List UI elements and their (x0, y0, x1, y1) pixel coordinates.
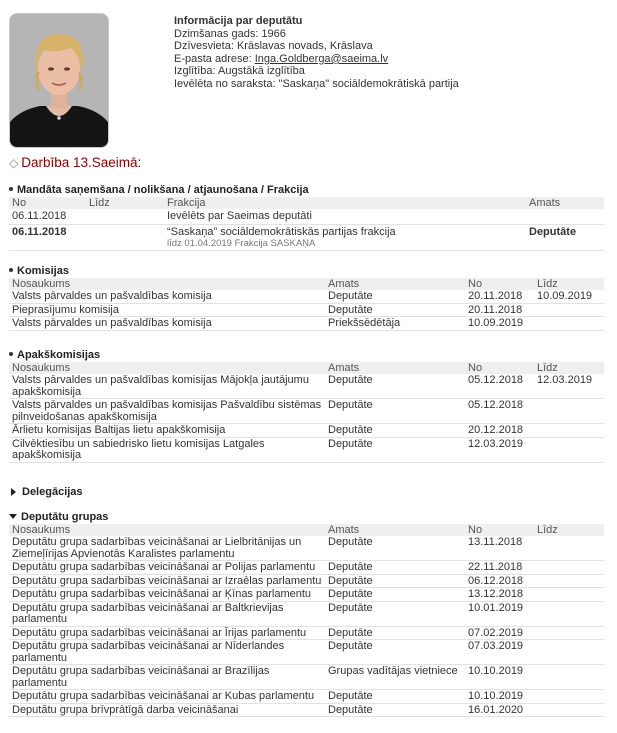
table-row (9, 574, 604, 588)
cell-role: Deputāte (325, 601, 465, 626)
activity-heading (9, 155, 141, 170)
cell-role: Deputāte (325, 574, 465, 588)
faction-note: līdz 01.04.2019 Frakcija SASKAŅA (167, 238, 316, 249)
table-header-row (9, 197, 604, 209)
faction-name: “Saskaņa” sociāldemokrātiskās partijas frakcija (167, 225, 396, 238)
cell-faction (164, 224, 526, 250)
cell-name: Deputātu grupa sadarbības veicināšanai ar Lielbritānijas un Ziemeļīrijas Apvienotās Karalistes parlamentu (9, 536, 325, 561)
cell-from: 16.01.2020 (465, 703, 534, 717)
cell-name: Valsts pārvaldes un pašvaldības komisija (9, 290, 325, 303)
table-row (9, 437, 604, 462)
cell-to (534, 626, 604, 640)
cell-role: Deputāte (325, 399, 465, 424)
cell-from: 10.10.2019 (465, 690, 534, 704)
commissions-section (9, 265, 604, 331)
table-row (9, 290, 604, 303)
table-row (9, 374, 604, 399)
column-header: Nosaukums (9, 362, 325, 374)
table-header-row (9, 524, 604, 536)
commissions-section-title (9, 265, 604, 278)
delegations-section[interactable] (9, 486, 604, 499)
cell-name: Cilvēktiesību un sabiedrisko lietu komisijas Latgales apakškomisija (9, 437, 325, 462)
cell-to (534, 665, 604, 690)
cell-name: Deputātu grupa brīvprātīgā darba veicināšanai (9, 703, 325, 717)
diamond-icon: ◇ (9, 156, 19, 170)
bullet-icon (9, 187, 13, 191)
email-link[interactable]: Inga.Goldberga@saeima.lv (254, 52, 389, 65)
bullet-icon (9, 268, 13, 272)
cell-to (86, 209, 164, 224)
table-row (9, 399, 604, 424)
cell-name: Deputātu grupa sadarbības veicināšanai ar Polijas parlamentu (9, 561, 325, 575)
cell-to (534, 588, 604, 602)
cell-to: 10.09.2019 (534, 290, 604, 303)
table-row (9, 703, 604, 717)
info-title: Informācija par deputātu (174, 15, 303, 27)
delegations-toggle[interactable] (9, 486, 604, 499)
birth-year: Dzimšanas gads: 1966 (174, 27, 286, 40)
table-row (9, 224, 604, 250)
cell-from: 05.12.2018 (465, 399, 534, 424)
cell-from: 10.10.2019 (465, 665, 534, 690)
table-row (9, 690, 604, 704)
subcommissions-table (9, 362, 604, 463)
cell-to (534, 399, 604, 424)
commissions-table (9, 278, 604, 331)
portrait-image (10, 14, 108, 147)
cell-to: 12.03.2019 (534, 374, 604, 399)
table-row (9, 303, 604, 317)
table-row (9, 588, 604, 602)
table-header-row (9, 278, 604, 290)
cell-to (534, 561, 604, 575)
cell-from: 07.03.2019 (465, 640, 534, 665)
cell-to (86, 224, 164, 250)
delegations-title-text: Delegācijas (22, 486, 83, 498)
table-header-row (9, 362, 604, 374)
groups-title-text: Deputātu grupas (21, 511, 109, 523)
table-row (9, 424, 604, 438)
subcommissions-title-text: Apakškomisijas (17, 349, 101, 361)
cell-from: 07.02.2019 (465, 626, 534, 640)
cell-role: Deputāte (325, 424, 465, 438)
table-row (9, 626, 604, 640)
column-header: Līdz (534, 362, 604, 374)
cell-name: Deputātu grupa sadarbības veicināšanai ar Baltkrievijas parlamentu (9, 601, 325, 626)
cell-name: Deputātu grupa sadarbības veicināšanai ar Nīderlandes parlamentu (9, 640, 325, 665)
cell-faction: Ievēlēts par Saeimas deputāti (164, 209, 526, 224)
email-label: E-pasta adrese: (174, 52, 255, 65)
cell-name: Valsts pārvaldes un pašvaldības komisijas Mājokļa jautājumu apakškomisija (9, 374, 325, 399)
column-header: Amats (325, 524, 465, 536)
cell-from: 06.11.2018 (9, 209, 86, 224)
cell-role: Deputāte (325, 536, 465, 561)
cell-from: 20.12.2018 (465, 424, 534, 438)
email-row (174, 53, 459, 66)
cell-role: Deputāte (325, 588, 465, 602)
cell-to (534, 601, 604, 626)
cell-to (534, 317, 604, 331)
cell-to (534, 640, 604, 665)
column-header: Amats (325, 278, 465, 290)
cell-from: 10.01.2019 (465, 601, 534, 626)
table-row (9, 536, 604, 561)
column-header: Līdz (534, 524, 604, 536)
cell-to (534, 574, 604, 588)
groups-toggle[interactable] (9, 511, 604, 524)
table-row (9, 209, 604, 224)
table-row (9, 601, 604, 626)
column-header: Amats (325, 362, 465, 374)
activity-title: Darbība 13.Saeimā: (21, 155, 142, 170)
cell-to (534, 536, 604, 561)
cell-to (534, 690, 604, 704)
cell-from: 20.11.2018 (465, 303, 534, 317)
mandate-table (9, 197, 604, 251)
groups-table (9, 524, 604, 717)
table-row (9, 561, 604, 575)
table-row (9, 640, 604, 665)
mandate-section-title (9, 184, 604, 197)
cell-role: Deputāte (325, 437, 465, 462)
cell-from: 06.11.2018 (9, 224, 86, 250)
column-header: No (465, 362, 534, 374)
column-header: Nosaukums (9, 524, 325, 536)
elected-list: Ievēlēta no saraksta: "Saskaņa" sociāldemokrātiskā partija (174, 77, 459, 90)
deputy-photo (9, 13, 109, 148)
deputy-info (174, 15, 459, 91)
cell-from: 22.11.2018 (465, 561, 534, 575)
cell-name: Ārlietu komisijas Baltijas lietu apakškomisija (9, 424, 325, 438)
cell-to (534, 437, 604, 462)
cell-role: Deputāte (526, 224, 604, 250)
subcommissions-section (9, 349, 604, 463)
mandate-title-text: Mandāta saņemšana / nolikšana / atjaunošana / Frakcija (17, 184, 309, 196)
cell-role: Deputāte (325, 703, 465, 717)
column-header: Līdz (86, 197, 164, 209)
cell-from: 20.11.2018 (465, 290, 534, 303)
cell-role: Deputāte (325, 303, 465, 317)
cell-role: Grupas vadītājas vietniece (325, 665, 465, 690)
residence: Dzīvesvieta: Krāslavas novads, Krāslava (174, 40, 373, 53)
cell-to (534, 303, 604, 317)
expand-arrow-icon (11, 488, 16, 496)
cell-from: 10.09.2019 (465, 317, 534, 331)
cell-name: Valsts pārvaldes un pašvaldības komisijas Pašvaldību sistēmas pilnveidošanas apakškomisija (9, 399, 325, 424)
cell-from: 13.11.2018 (465, 536, 534, 561)
column-header: Frakcija (164, 197, 526, 209)
cell-from: 12.03.2019 (465, 437, 534, 462)
cell-role: Deputāte (325, 626, 465, 640)
education: Izglītība: Augstākā izglītība (174, 65, 305, 78)
groups-section (9, 511, 604, 717)
cell-role: Priekšsēdētāja (325, 317, 465, 331)
cell-name: Deputātu grupa sadarbības veicināšanai ar Ķīnas parlamentu (9, 588, 325, 602)
column-header: No (465, 524, 534, 536)
cell-role (526, 209, 604, 224)
cell-to (534, 424, 604, 438)
cell-from: 13.12.2018 (465, 588, 534, 602)
cell-role: Deputāte (325, 690, 465, 704)
cell-role: Deputāte (325, 640, 465, 665)
table-row (9, 317, 604, 331)
commissions-title-text: Komisijas (17, 265, 69, 277)
column-header: No (9, 197, 86, 209)
cell-name: Deputātu grupa sadarbības veicināšanai ar Kubas parlamentu (9, 690, 325, 704)
column-header: Nosaukums (9, 278, 325, 290)
cell-role: Deputāte (325, 374, 465, 399)
collapse-arrow-icon (9, 514, 17, 519)
cell-name: Valsts pārvaldes un pašvaldības komisija (9, 317, 325, 331)
table-row (9, 665, 604, 690)
cell-from: 05.12.2018 (465, 374, 534, 399)
cell-name: Deputātu grupa sadarbības veicināšanai ar Izraēlas parlamentu (9, 574, 325, 588)
cell-name: Deputātu grupa sadarbības veicināšanai ar Īrijas parlamentu (9, 626, 325, 640)
cell-to (534, 703, 604, 717)
cell-name: Deputātu grupa sadarbības veicināšanai ar Brazīlijas parlamentu (9, 665, 325, 690)
subcommissions-section-title (9, 349, 604, 362)
column-header: Amats (526, 197, 604, 209)
column-header: Līdz (534, 278, 604, 290)
column-header: No (465, 278, 534, 290)
mandate-section (9, 184, 604, 251)
cell-from: 06.12.2018 (465, 574, 534, 588)
cell-role: Deputāte (325, 561, 465, 575)
cell-role: Deputāte (325, 290, 465, 303)
bullet-icon (9, 352, 13, 356)
cell-name: Pieprasījumu komisija (9, 303, 325, 317)
